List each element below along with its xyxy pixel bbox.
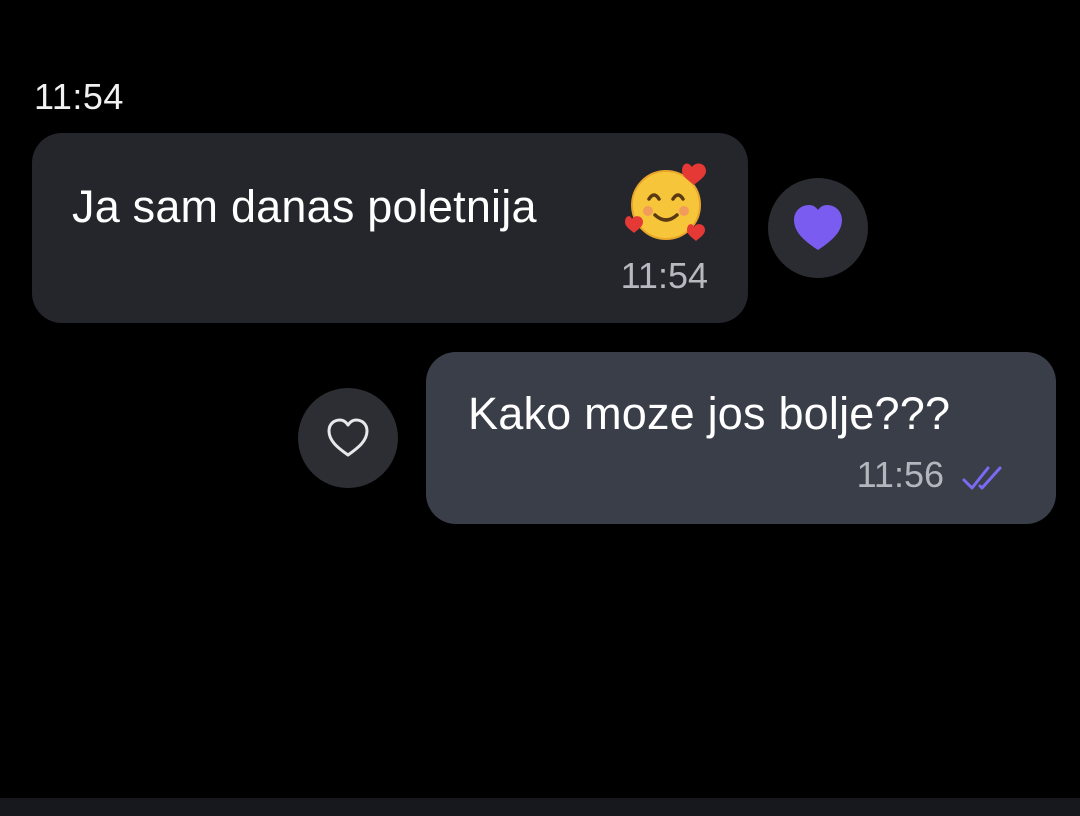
read-checkmarks-icon bbox=[960, 464, 1016, 492]
previous-sticker[interactable] bbox=[112, 0, 257, 32]
purple-heart-icon bbox=[788, 198, 848, 258]
message-text: Kako moze jos bolje??? bbox=[468, 388, 951, 439]
incoming-message-bubble[interactable] bbox=[32, 133, 748, 323]
reaction-empty-heart-button[interactable] bbox=[298, 388, 398, 488]
reaction-purple-heart-button[interactable] bbox=[768, 178, 868, 278]
smiling-face-with-hearts-icon bbox=[622, 161, 710, 249]
heart-outline-icon bbox=[318, 408, 378, 468]
message-text: Ja sam danas poletnija bbox=[72, 181, 537, 232]
message-timestamp: 11:56 bbox=[856, 454, 944, 495]
bottom-bar bbox=[0, 798, 1080, 816]
message-timestamp: 11:54 bbox=[620, 255, 708, 296]
sticker-timestamp: 11:54 bbox=[34, 76, 124, 117]
outgoing-message-bubble[interactable] bbox=[426, 352, 1056, 524]
